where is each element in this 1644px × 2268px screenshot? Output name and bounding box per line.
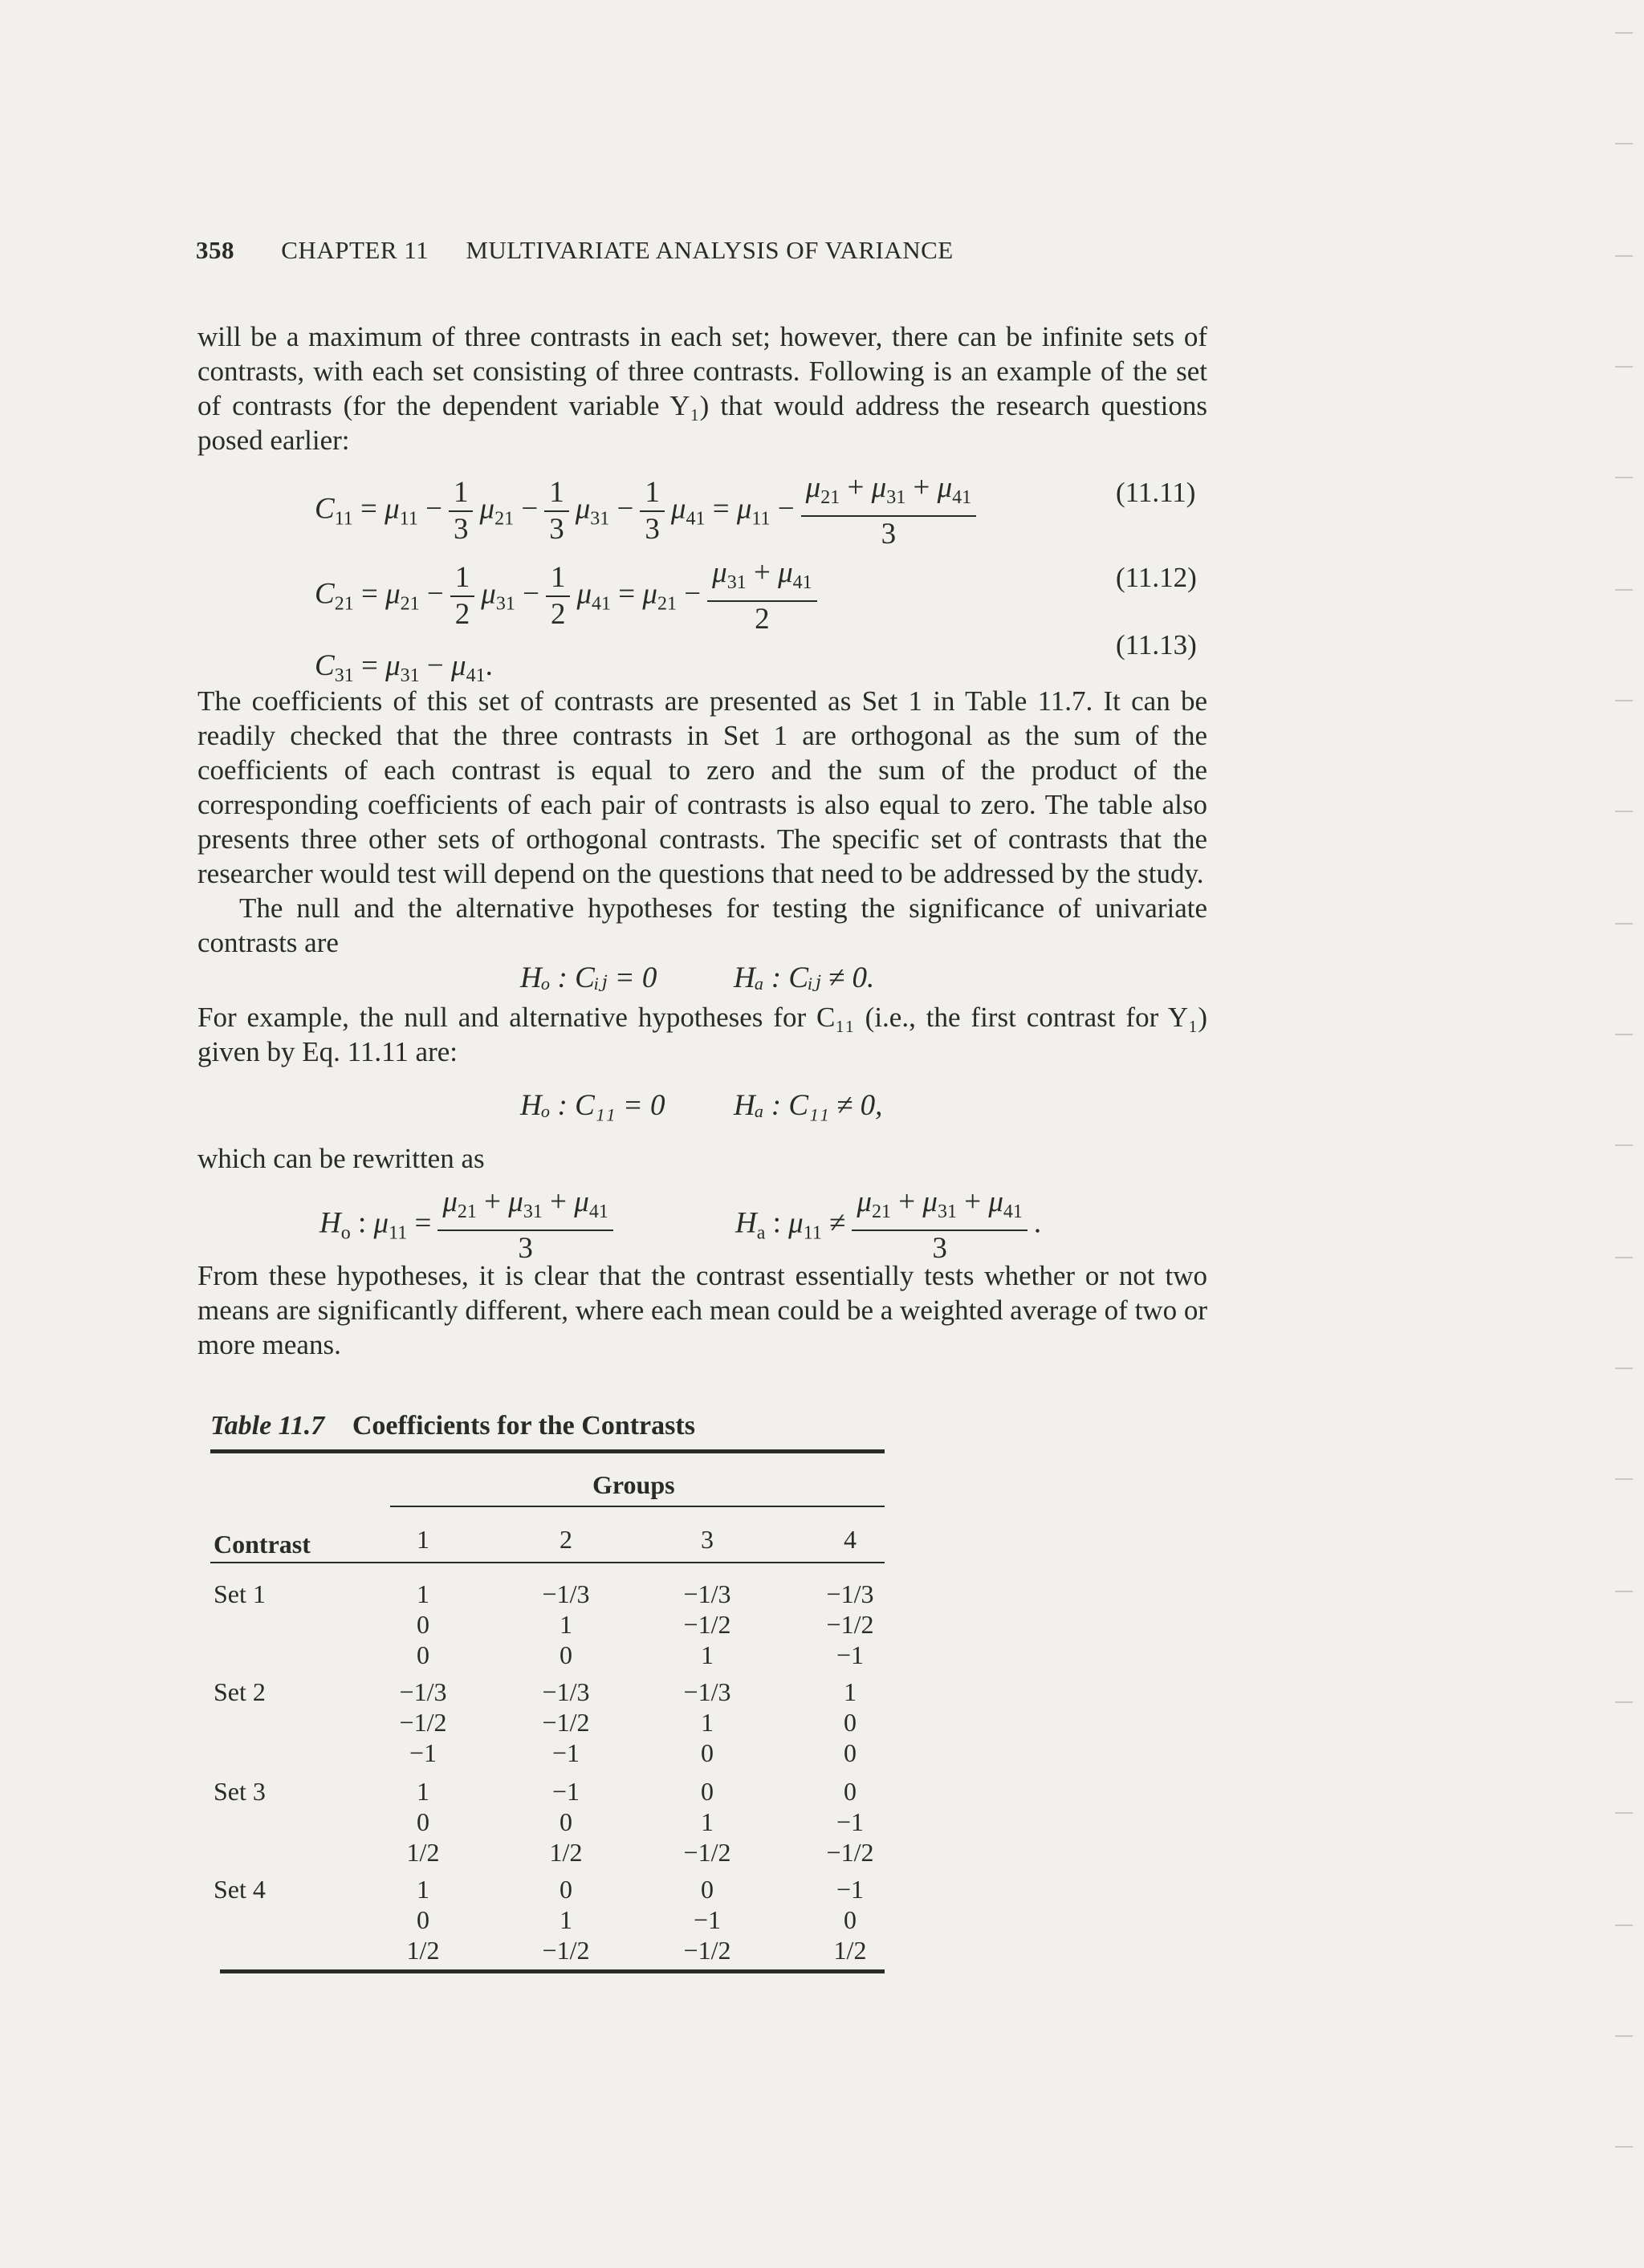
table-caption-label: Table 11.7 [210, 1411, 325, 1441]
equation-11-11: $C_{11} = \mu_{11}$ − $\frac{1}{3}$ $\mu_{21}$ − $\frac{1}{3}$ $\mu_{31}$ − $\frac{1}{3}$ $\mu_{41} = \mu_{11}$ − $\frac{\mu_{21} + \mu_{31} + \mu_{41}}{3}$ [315, 472, 983, 551]
table-cell: 1/2 [406, 1936, 440, 1965]
chapter-title: MULTIVARIATE ANALYSIS OF VARIANCE [466, 236, 954, 264]
table-cell: −1/2 [683, 1936, 731, 1965]
table-cell: 1/2 [833, 1936, 867, 1965]
table-cell: 1 [417, 1579, 429, 1608]
table-cell: 1 [417, 1777, 429, 1806]
equation-number-11-13: (11.13) [1116, 629, 1197, 660]
table-cell: −1/3 [683, 1677, 731, 1706]
table-cell: −1/3 [542, 1579, 590, 1608]
table-cell: 1 [701, 1807, 714, 1836]
hypothesis-null-c11: Hₒ : C₁₁ = 0 [520, 1089, 665, 1122]
table-cell: −1/2 [826, 1610, 874, 1639]
equation-number-11-11: (11.11) [1116, 477, 1196, 508]
equation-number-11-12: (11.12) [1116, 562, 1197, 593]
scan-edge-marks [1580, 0, 1644, 2268]
table-cell: −1/3 [683, 1579, 731, 1608]
table-cell: −1 [551, 1738, 580, 1767]
paragraph-hypotheses: The null and the alternative hypotheses for testing the significance of univariate contrasts are [197, 892, 1207, 958]
table-cell: 0 [844, 1777, 857, 1806]
hypothesis-null-general: Hₒ : Cᵢⱼ = 0 [520, 961, 657, 994]
paragraph-coefficients: The coefficients of this set of contrasts are presented as Set 1 in Table 11.7. It can be readily checked that the three contrasts in Set 1 are orthogonal as the sum of the coefficients of each contrast is equal to zero and the sum of the product of the corresponding coefficients of each pair of contrasts is also equal to zero. The table also presents three other sets of orthogonal contrasts. The specific set of contrasts that the researcher would test will depend on the questions that need to be addressed by the study. [197, 685, 1207, 889]
table-cell: 0 [417, 1640, 429, 1669]
chapter-label: CHAPTER 11 [281, 236, 429, 264]
equation-11-13: $C_{31} = \mu_{31} - \mu_{41}$. [315, 649, 493, 686]
table-cell: 0 [701, 1875, 714, 1904]
table-caption-title: Coefficients for the Contrasts [352, 1411, 695, 1441]
hypothesis-alt-general: Hₐ : Cᵢⱼ ≠ 0. [734, 961, 875, 994]
table-bottom-rule [220, 1969, 885, 1973]
table-cell: 0 [844, 1708, 857, 1737]
table-cell: −1/2 [683, 1610, 731, 1639]
table-cell: 0 [701, 1777, 714, 1806]
table-cell: 0 [417, 1807, 429, 1836]
running-header [196, 236, 954, 265]
page-number: 358 [196, 236, 234, 264]
group-number-1: 1 [417, 1525, 429, 1554]
table-cell: −1/3 [826, 1579, 874, 1608]
table-cell: 0 [844, 1905, 857, 1934]
table-top-rule [210, 1449, 885, 1453]
group-number-4: 4 [844, 1525, 857, 1554]
table-cell: −1/3 [542, 1677, 590, 1706]
table-cell: 1 [844, 1677, 857, 1706]
paragraph-conclusion: From these hypotheses, it is clear that the contrast essentially tests whether or not two means are significantly different, where each mean could be a weighted average of two or more means. [197, 1260, 1207, 1360]
table-cell: 0 [701, 1738, 714, 1767]
hypothesis-null-means: $H_o$ : $\mu_{11}$ = $\frac{\mu_{21} + \mu_{31} + \mu_{41}}{3}$ [319, 1186, 620, 1265]
table-cell: −1/2 [683, 1838, 731, 1867]
table-cell: 0 [560, 1807, 572, 1836]
table-cell: 1 [701, 1708, 714, 1737]
group-number-3: 3 [701, 1525, 714, 1554]
table-set-label: Set 1 [214, 1579, 266, 1608]
table-cell: 1 [560, 1905, 572, 1934]
paragraph-rewritten: which can be rewritten as [197, 1143, 485, 1174]
table-cell: −1 [409, 1738, 437, 1767]
table-cell: −1 [836, 1640, 865, 1669]
table-cell: 0 [844, 1738, 857, 1767]
table-cell: −1/2 [542, 1936, 590, 1965]
table-groups-rule [390, 1506, 885, 1507]
table-cell: 0 [417, 1610, 429, 1639]
group-number-2: 2 [560, 1525, 572, 1554]
table-cell: 0 [560, 1640, 572, 1669]
table-set-label: Set 2 [214, 1677, 266, 1706]
table-cell: −1 [693, 1905, 722, 1934]
table-cell: 0 [560, 1875, 572, 1904]
table-cell: 1 [417, 1875, 429, 1904]
table-header-rule [210, 1562, 885, 1563]
hypothesis-alt-means: $H_a$ : $\mu_{11}$ ≠ $\frac{\mu_{21} + \mu_{31} + \mu_{41}}{3}$ . [735, 1185, 1042, 1265]
table-cell: −1/2 [542, 1708, 590, 1737]
table-cell: −1/2 [826, 1838, 874, 1867]
table-cell: 1/2 [549, 1838, 583, 1867]
table-cell: 1 [701, 1640, 714, 1669]
table-groups-header: Groups [592, 1470, 675, 1499]
table-cell: 1 [560, 1610, 572, 1639]
table-cell: −1 [836, 1875, 865, 1904]
table-cell: 1/2 [406, 1838, 440, 1867]
paragraph-example: For example, the null and alternative hypotheses for C₁₁ (i.e., the first contrast for Y₁) given by Eq. 11.11 are: [197, 1002, 1207, 1067]
table-set-label: Set 4 [214, 1875, 266, 1904]
equation-11-12: $C_{21} = \mu_{21}$ − $\frac{1}{2}$ $\mu_{31}$ − $\frac{1}{2}$ $\mu_{41} = \mu_{21}$ − $\frac{\mu_{31} + \mu_{41}}{2}$ [315, 557, 824, 636]
table-cell: 0 [417, 1905, 429, 1934]
table-cell: −1 [836, 1807, 865, 1836]
paragraph-intro: will be a maximum of three contrasts in each set; however, there can be infinite sets of contrasts, with each set consisting of three contrasts. Following is an example of the set of contrasts (for the dependent variable Y₁) that would address the research questions posed earlier: [197, 321, 1207, 456]
table-set-label: Set 3 [214, 1777, 266, 1806]
table-cell: −1 [551, 1777, 580, 1806]
hypothesis-alt-c11: Hₐ : C₁₁ ≠ 0, [734, 1089, 883, 1122]
table-contrast-header: Contrast [214, 1530, 311, 1559]
table-cell: −1/2 [399, 1708, 447, 1737]
table-caption [210, 1411, 695, 1441]
table-cell: −1/3 [399, 1677, 447, 1706]
